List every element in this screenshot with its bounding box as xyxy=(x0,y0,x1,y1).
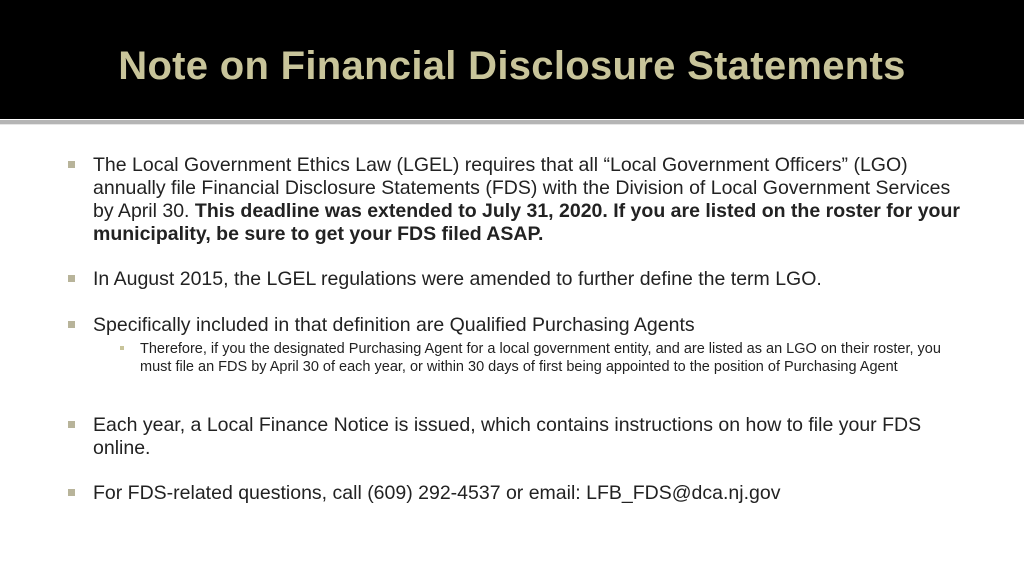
bullet-text: In August 2015, the LGEL regulations were amended to further define the term LGO. xyxy=(93,268,822,290)
bullet-text: For FDS-related questions, call (609) 292-4537 or email: LFB_FDS@dca.nj.gov xyxy=(93,482,781,504)
bullet-bold-text: This deadline was extended to July 31, 2020. If you are listed on the roster for your municipality, be sure to get your FDS filed ASAP. xyxy=(93,200,960,245)
small-square-bullet-icon xyxy=(120,346,124,350)
bullet-item-definition xyxy=(93,314,973,337)
square-bullet-icon xyxy=(68,161,75,168)
square-bullet-icon xyxy=(68,275,75,282)
bullet-item-finance-notice xyxy=(93,414,973,460)
sub-bullet-item-purchasing-agent xyxy=(140,340,970,376)
square-bullet-icon xyxy=(68,421,75,428)
bullet-text: Specifically included in that definition are Qualified Purchasing Agents xyxy=(93,314,695,336)
bullet-item-regulations xyxy=(93,268,973,291)
bullet-item-lgel xyxy=(93,154,973,246)
bullet-text: The Local Government Ethics Law (LGEL) requires that all “Local Government Officers” (LGO) annually file Financial Disclosure Statements (FDS) with the Division of Local Government Services by April 30. xyxy=(93,154,951,222)
sub-bullet-text: Therefore, if you the designated Purchasing Agent for a local government entity, and are listed as an LGO on their roster, you must file an FDS by April 30 of each year, or within 30 days of first being appointed to the position of Purchasing Agent xyxy=(140,341,941,375)
slide-title: Note on Financial Disclosure Statements xyxy=(118,44,906,88)
square-bullet-icon xyxy=(68,321,75,328)
square-bullet-icon xyxy=(68,489,75,496)
bullet-item-contact xyxy=(93,482,973,505)
bullet-text: Each year, a Local Finance Notice is issued, which contains instructions on how to file your FDS online. xyxy=(93,414,922,459)
